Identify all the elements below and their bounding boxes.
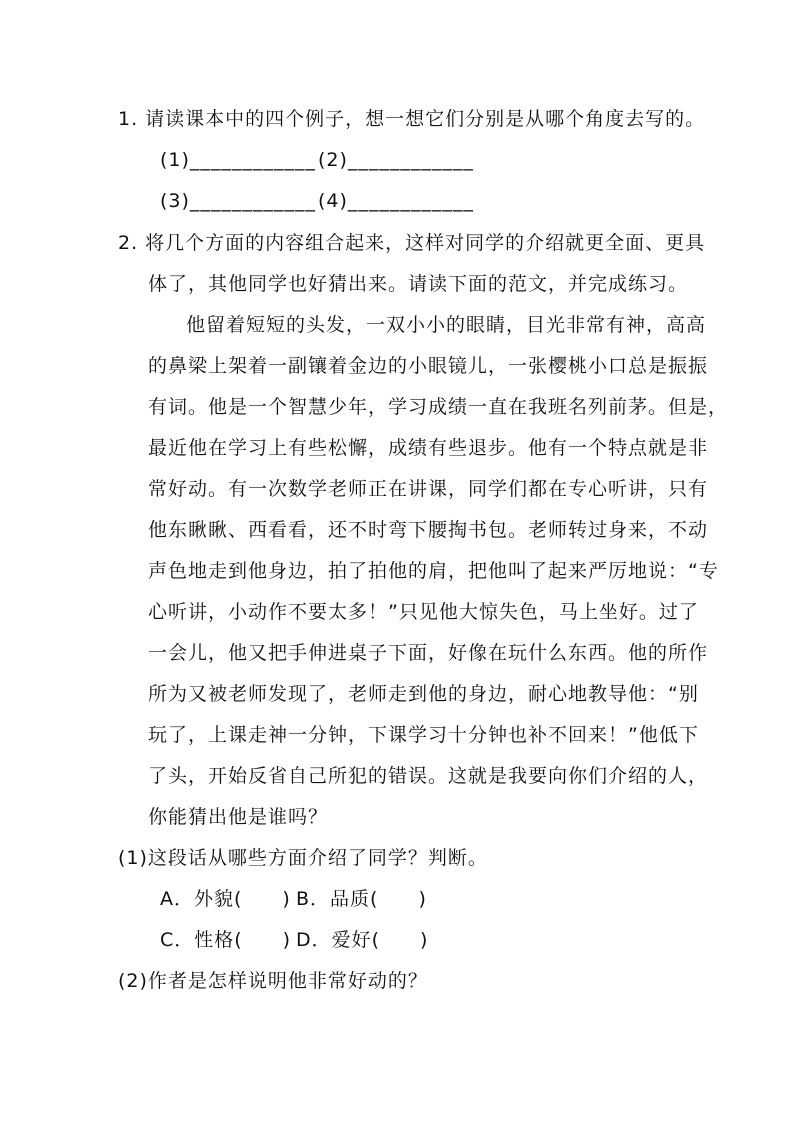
passage-line: 玩了，上课走神一分钟，下课学习十分钟也补不回来！”他低下 [148,724,699,746]
option-d[interactable]: D．爱好( ) [296,929,429,951]
option-b[interactable]: B．品质( ) [296,888,427,910]
answer-blank-2[interactable]: (2)____________ [318,149,474,171]
passage-line: 声色地走到他身边，拍了拍他的肩，把他叫了起来严厉地说：“专 [148,560,719,582]
passage-line: 的鼻梁上架着一副镶着金边的小眼镜儿，一张樱桃小口总是振振 [148,355,709,377]
passage-line: 一会儿，他又把手伸进桌子下面，好像在玩什么东西。他的所作 [148,642,709,664]
question-1-text: 1. 请读课本中的四个例子，想一想它们分别是从哪个角度去写的。 [118,108,706,130]
option-a[interactable]: A．外貌( ) [160,888,291,910]
option-c[interactable]: C．性格( ) [160,929,292,951]
passage-line: 他留着短短的头发，一双小小的眼睛，目光非常有神，高高 [186,314,707,336]
passage-line: 了头，开始反省自己所犯的错误。这就是我要向你们介绍的人， [148,765,709,787]
passage-line: 所为又被老师发现了，老师走到他的身边，耐心地教导他：“别 [148,683,699,705]
answer-blank-1[interactable]: (1)____________ [160,149,316,171]
passage-line: 常好动。有一次数学老师正在讲课，同学们都在专心听讲，只有 [148,478,709,500]
answer-blank-4[interactable]: (4)____________ [318,190,474,212]
sub-question-2-text: (2)作者是怎样说明他非常好动的？ [118,970,428,992]
passage-line: 有词。他是一个智慧少年，学习成绩一直在我班名列前茅。但是， [148,396,729,418]
question-2-text-line-2: 体了，其他同学也好猜出来。请读下面的范文，并完成练习。 [148,273,689,295]
passage-line: 最近他在学习上有些松懈，成绩有些退步。他有一个特点就是非 [148,437,709,459]
answer-blank-3[interactable]: (3)____________ [160,190,316,212]
sub-question-1-text: (1)这段话从哪些方面介绍了同学？判断。 [118,847,488,869]
passage-line: 心听讲，小动作不要太多！”只见他大惊失色，马上坐好。过了 [148,601,699,623]
question-2-text-line-1: 2. 将几个方面的内容组合起来，这样对同学的介绍就更全面、更具 [118,232,706,254]
passage-line: 他东瞅瞅、西看看，还不时弯下腰掏书包。老师转过身来，不动 [148,519,709,541]
passage-line: 你能猜出他是谁吗？ [148,806,329,828]
